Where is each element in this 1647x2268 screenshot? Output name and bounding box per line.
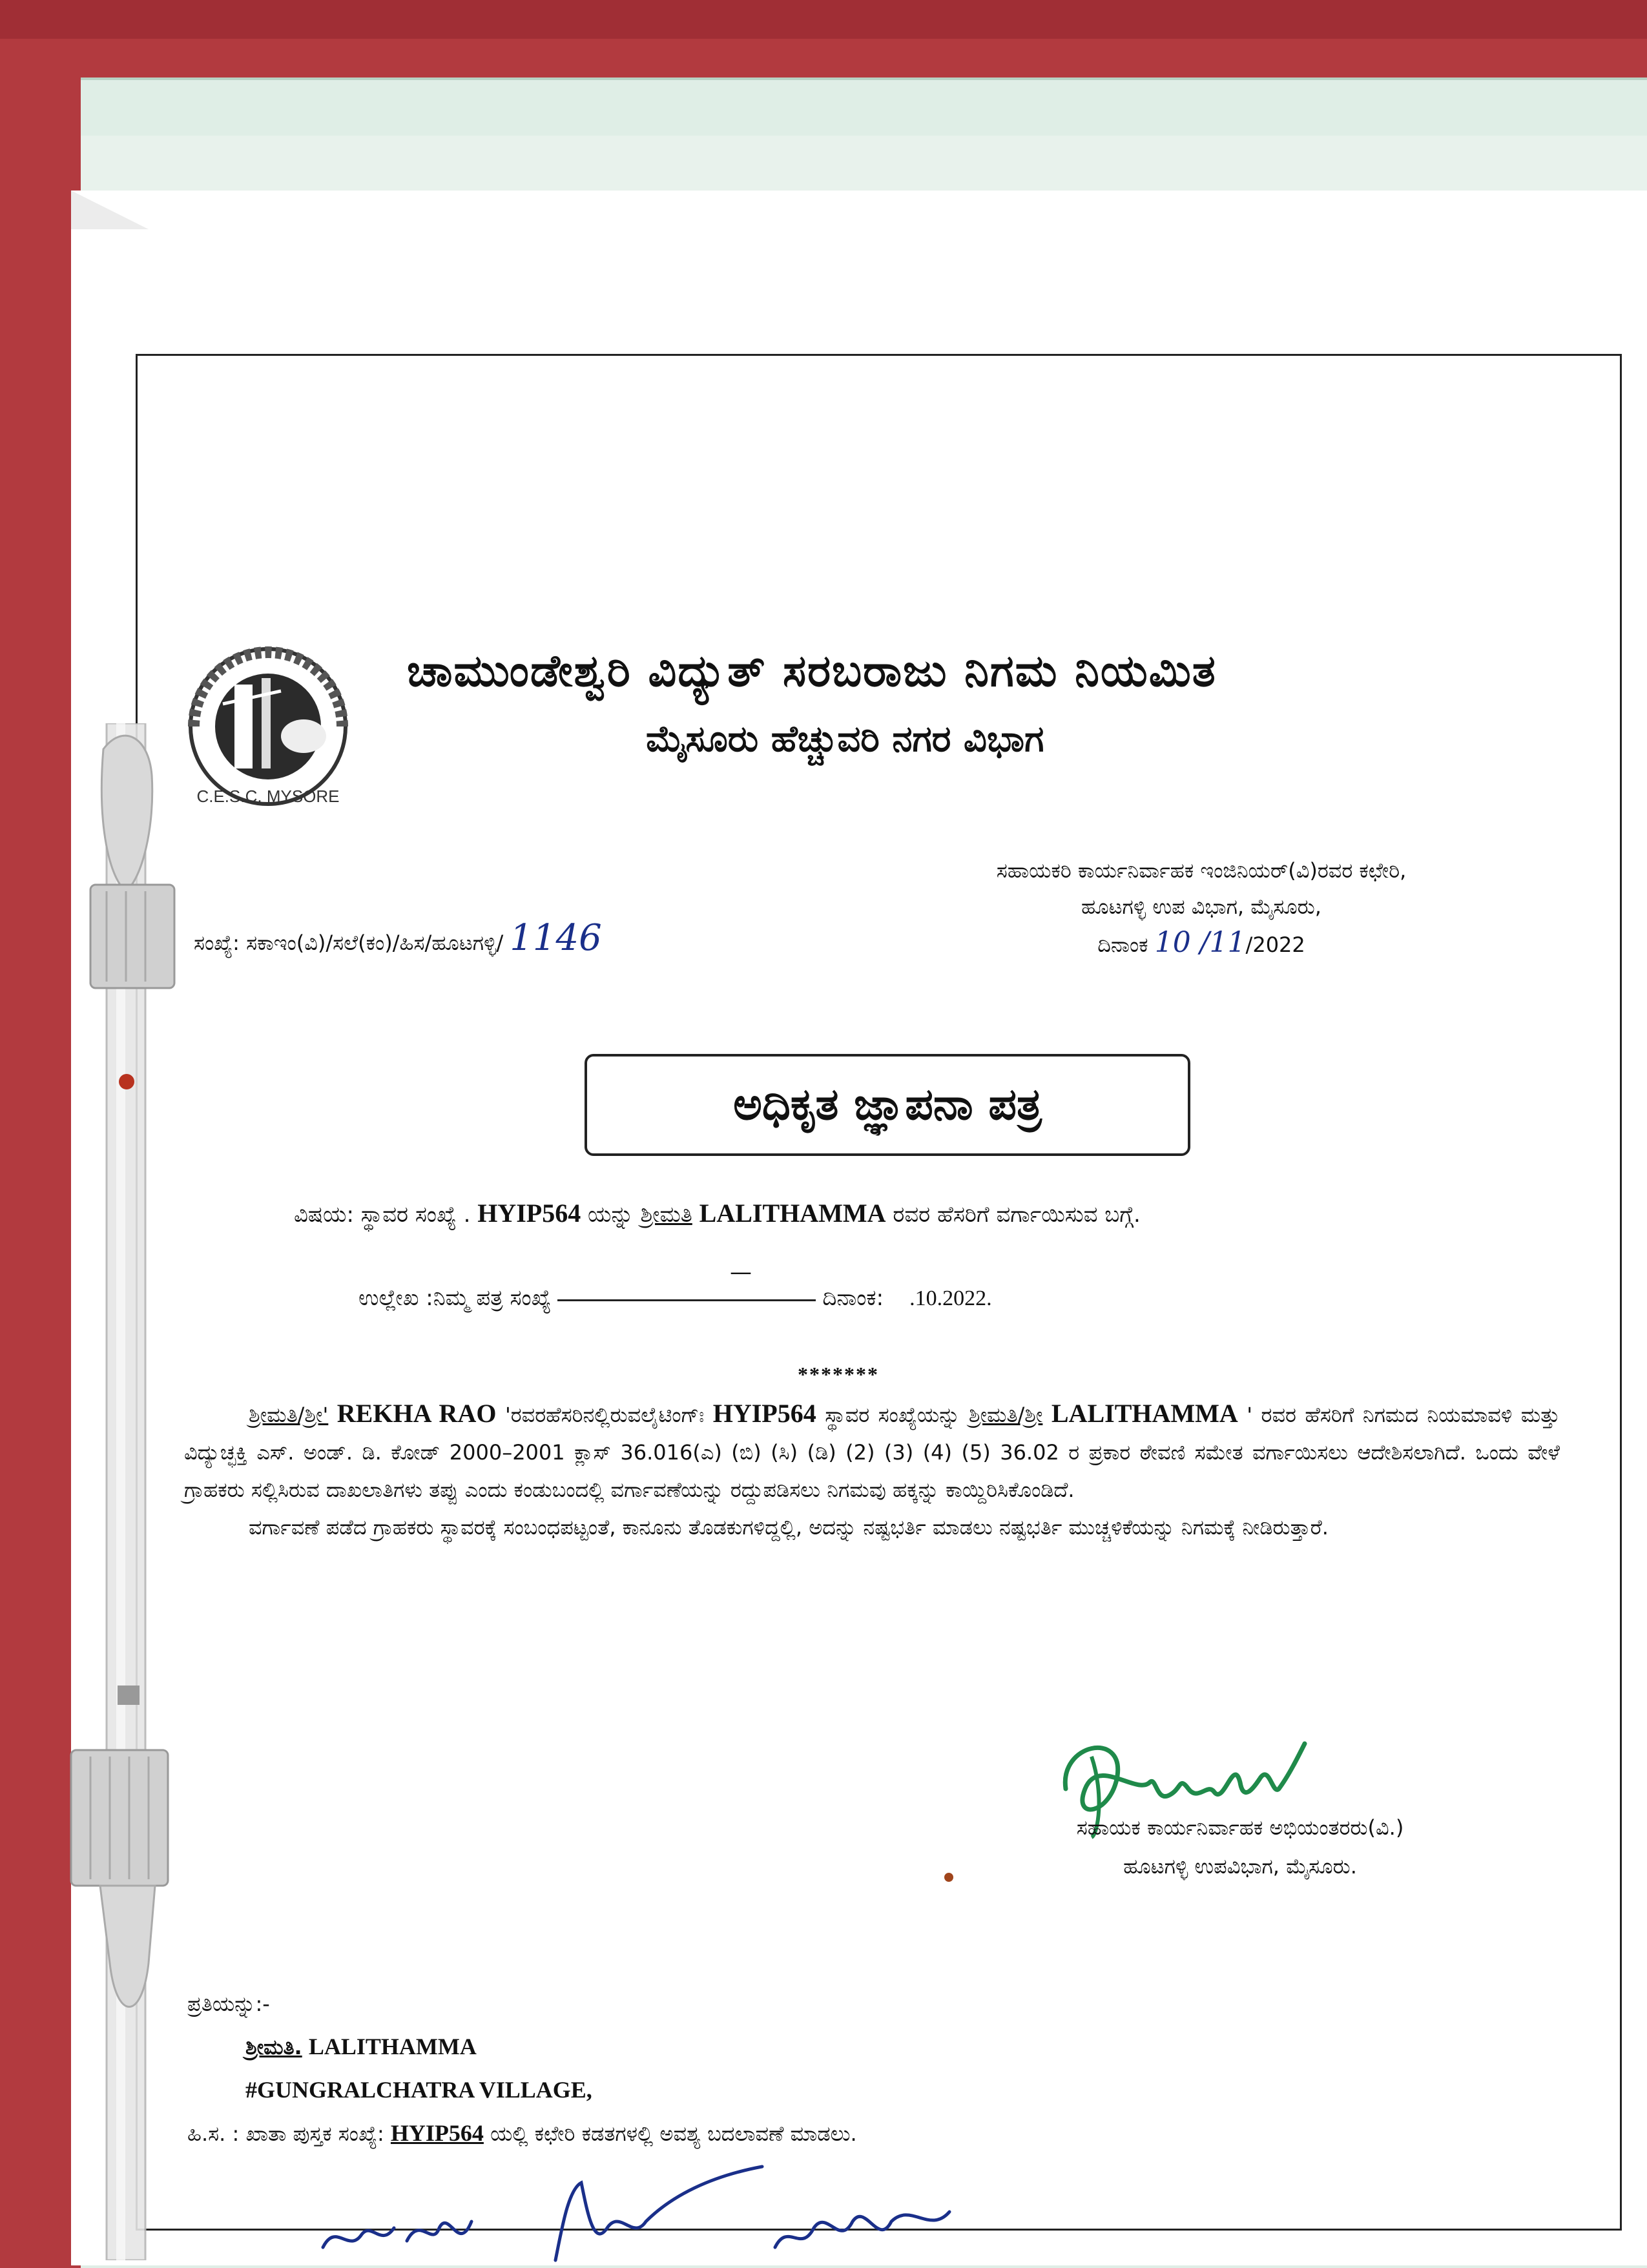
p1-text-a: 'ರವರಹೆಸರಿನಲ್ಲಿರುವಲೈಟಿಂಗ್ಃ: [504, 1403, 705, 1427]
subject-line: [294, 1198, 1141, 1228]
date-printed: /2022: [1245, 933, 1305, 957]
body-text: [184, 1395, 1560, 1546]
reference-line: [358, 1259, 992, 1311]
date-label: ದಿನಾಂಕ: [1097, 933, 1148, 957]
copy-to-note: [187, 2112, 857, 2155]
subject-prefix: ವಿಷಯ: ಸ್ಥಾವರ ಸಂಖ್ಯೆ .: [294, 1202, 471, 1228]
signatory-office: ಹೂಟಗಳ್ಳಿ ಉಪವಿಭಾಗ, ಮೈಸೂರು.: [1123, 1854, 1357, 1879]
p1-previous-owner: REKHA RAO: [337, 1399, 497, 1428]
p1-text-b: ಸ್ಥಾವರ ಸಂಖ್ಯೆಯನ್ನು: [825, 1403, 960, 1427]
p1-honorific: ಶ್ರೀಮತಿ/ಶ್ರೀ': [249, 1403, 329, 1427]
consumer-name: LALITHAMMA: [699, 1199, 886, 1228]
green-backing-band: [81, 136, 1647, 194]
subject-honorific: ಶ್ರೀಮತಿ: [640, 1202, 692, 1228]
copy-to-name: LALITHAMMA: [308, 2034, 477, 2059]
installation-number: HYIP564: [477, 1199, 581, 1228]
office-line-1: ಸಹಾಯಕರಿ ಕಾರ್ಯನಿರ್ವಾಹಕ ಇಂಜಿನಿಯರ್(ವಿ)ರವರ ಕಛೇರಿ,: [996, 858, 1407, 883]
body-paragraph-1: [184, 1395, 1560, 1509]
date-handwritten: 10 /11: [1154, 926, 1246, 959]
company-name: ಚಾಮುಂಡೇಶ್ವರಿ ವಿದ್ಯುತ್ ಸರಬರಾಜು ನಿಗಮ ನಿಯಮಿತ: [407, 646, 1217, 697]
copy-to-address-text: #GUNGRALCHATRA VILLAGE,: [245, 2077, 592, 2103]
logo-caption: C.E.S.C. MYSORE: [196, 787, 340, 806]
copy-to-recipient: [187, 2025, 857, 2068]
copy-to-honorific: ಶ್ರೀಮತಿ.: [245, 2035, 302, 2059]
copy-note-installation: HYIP564: [390, 2120, 484, 2146]
subject-mid: ಯನ್ನು: [588, 1202, 634, 1228]
background-folder: [0, 0, 1647, 39]
copy-to-block: [187, 1983, 857, 2155]
copy-to-address: [187, 2068, 857, 2112]
signatory-designation: ಸಹಾಯಕ ಕಾರ್ಯನಿರ್ವಾಹಕ ಅಭಿಯಂತರರು(ವಿ.): [1076, 1815, 1404, 1840]
ink-dot: [944, 1873, 953, 1882]
subject-suffix: ರವರ ಹೆಸರಿಗೆ ವರ್ಗಾಯಿಸುವ ಬಗ್ಗೆ.: [893, 1202, 1141, 1228]
separator: *******: [798, 1363, 879, 1386]
p1-new-owner: LALITHAMMA: [1051, 1399, 1238, 1428]
document-title: ಅಧಿಕೃತ ಜ್ಞಾಪನಾ ಪತ್ರ: [585, 1054, 1190, 1156]
reference-dash: —: [730, 1259, 752, 1285]
binder-fastener: [45, 723, 194, 2260]
division-name: ಮೈಸೂರು ಹೆಚ್ಚುವರಿ ನಗರ ವಿಭಾಗ: [646, 718, 1044, 760]
copy-note-b: ಯಲ್ಲಿ ಕಛೇರಿ ಕಡತಗಳಲ್ಲಿ ಅವಶ್ಯ ಬದಲಾವಣೆ ಮಾಡಲು.: [490, 2121, 857, 2146]
issuing-office: [891, 852, 1511, 963]
reference-blank: [557, 1299, 816, 1301]
page-corner-fold: [71, 191, 149, 229]
p1-text-c: ' ರವರ ಹೆಸರಿಗೆ ನಿಗಮದ ನಿಯಮಾವಳಿ ಮತ್ತು ವಿದ್ಯುಚ್ಛಕ್ತಿ ಎಸ್. ಅಂಡ್. ಡಿ. ಕೋಡ್ 2000–2001 ಕ್ಲಾಸ್ 36.016(ಎ) (ಬಿ) (ಸಿ) (ಡಿ) (2) (3) (4) (5) 36.02 ರ ಪ್ರಕಾರ ಠೇವಣಿ ಸಮೇತ ವರ್ಗಾಯಿಸಲು ಆದೇಶಿಸಲಾಗಿದೆ. ಒಂದು ವೇಳೆ ಗ್ರಾಹಕರು ಸಲ್ಲಿಸಿರುವ ದಾಖಲಾತಿಗಳು ತಪ್ಪು ಎಂದು ಕಂಡುಬಂದಲ್ಲಿ ವರ್ಗಾವಣೆಯನ್ನು ರದ್ದುಪಡಿಸಲು ನಿಗಮವು ಹಕ್ಕನ್ನು ಕಾಯ್ದಿರಿಸಿಕೊಂಡಿದೆ.: [184, 1403, 1560, 1502]
cesc-logo-icon: [171, 639, 365, 814]
reference-number: [194, 917, 602, 959]
body-paragraph-2: ವರ್ಗಾವಣೆ ಪಡೆದ ಗ್ರಾಹಕರು ಸ್ಥಾವರಕ್ಕೆ ಸಂಬಂಧಪಟ್ಟಂತೆ, ಕಾನೂನು ತೊಡಕುಗಳಿದ್ದಲ್ಲಿ, ಅದನ್ನು ನಷ್ಟಭರ್ತಿ ಮಾಡಲು ನಷ್ಟಭರ್ತಿ ಮುಚ್ಚಳಿಕೆಯನ್ನು ನಿಗಮಕ್ಕೆ ನೀಡಿರುತ್ತಾರೆ.: [249, 1515, 1329, 1540]
copy-note-a: ಹಿ.ಸ. : ಖಾತಾ ಪುಸ್ತಕ ಸಂಖ್ಯೆ:: [187, 2121, 384, 2146]
signatory-block: [995, 1808, 1486, 1886]
office-line-2: ಹೂಟಗಳ್ಳಿ ಉಪ ವಿಭಾಗ, ಮೈಸೂರು,: [1081, 894, 1321, 919]
reference-date-label: ದಿನಾಂಕ:: [822, 1285, 884, 1311]
reference-handwritten: 1146: [510, 917, 602, 959]
p1-installation: HYIP564: [712, 1399, 816, 1428]
reference-line-label: ಉಲ್ಲೇಖ :ನಿಮ್ಮ ಪತ್ರ ಸಂಖ್ಯೆ: [358, 1285, 552, 1311]
reference-label: ಸಂಖ್ಯೆ: ಸಕಾಇಂ(ವಿ)/ಸಲೆ(ಕಂ)/ಹಿಸ/ಹೂಟಗಳ್ಳಿ/: [194, 931, 504, 955]
issue-date: [891, 925, 1511, 963]
copy-to-label: ಪ್ರತಿಯನ್ನು:-: [187, 1992, 270, 2016]
handwritten-acknowledgement: [310, 2150, 1020, 2267]
reference-date: .10.2022.: [909, 1286, 992, 1310]
p1-honorific-2: ಶ್ರೀಮತಿ/ಶ್ರೀ: [968, 1403, 1043, 1427]
